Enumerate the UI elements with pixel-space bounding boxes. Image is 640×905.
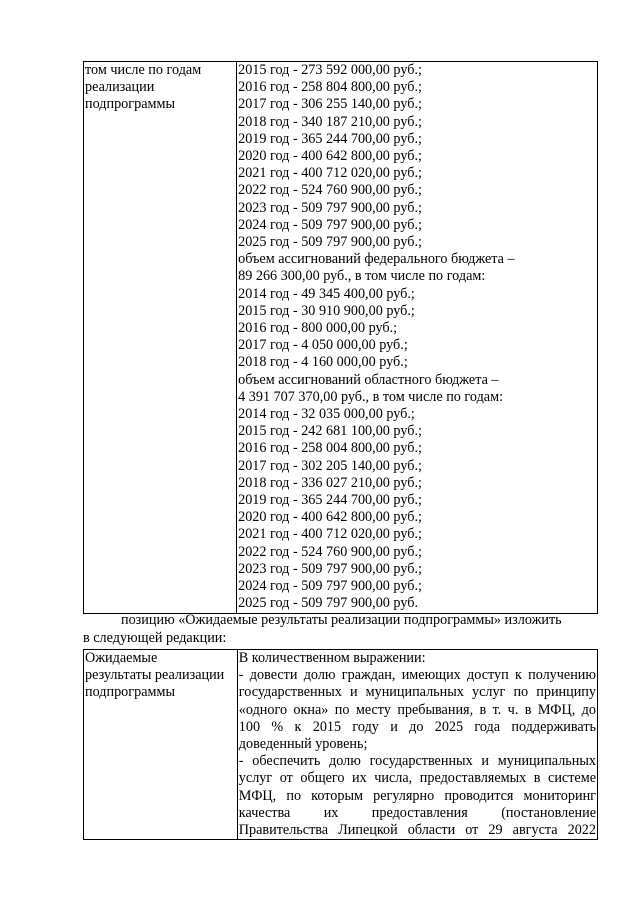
value-line: 2015 год - 273 592 000,00 руб.; (238, 62, 422, 78)
value-line: 2019 год - 365 244 700,00 руб.; (238, 492, 422, 509)
funding-label-cell (84, 62, 237, 614)
value-line: 2023 год - 509 797 900,00 руб.; (238, 560, 422, 577)
label-line: реализации (85, 79, 155, 96)
value-line: 2017 год - 4 050 000,00 руб.; (238, 337, 408, 354)
instruction-paragraph (83, 612, 598, 647)
text-line: качества их предоставления (постановление (238, 804, 596, 821)
text-line: - довести долю граждан, имеющих доступ к получению (238, 667, 596, 684)
label-line: том числе по годам (85, 62, 202, 78)
text-line: «одного окна» по месту пребывания, в т. ч. в МФЦ, до (238, 701, 596, 718)
text-line: Правительства Липецкой области от 29 августа 2022 (238, 822, 596, 839)
text-line: услуг от общего их числа, предоставляемых в системе (238, 770, 596, 787)
text-line: МФЦ, по которым регулярно проводится мониторинг (238, 787, 596, 804)
value-line: 89 266 300,00 руб., в том числе по годам: (238, 268, 486, 285)
text-line: В количественном выражении: (238, 650, 426, 666)
value-line: объем ассигнований федерального бюджета – (238, 251, 515, 268)
value-line: 2021 год - 400 712 020,00 руб.; (238, 165, 422, 182)
value-line: 2023 год - 509 797 900,00 руб.; (238, 199, 422, 216)
expected-results-table (83, 649, 598, 840)
value-line: 2025 год - 509 797 900,00 руб.; (238, 234, 422, 251)
label-line: подпрограммы (85, 684, 175, 701)
funding-table (83, 61, 598, 614)
value-line: 2025 год - 509 797 900,00 руб. (238, 595, 419, 612)
value-line: 2016 год - 258 804 800,00 руб.; (238, 79, 422, 96)
paragraph-line: в следующей редакции: (83, 629, 227, 646)
value-line: 2017 год - 306 255 140,00 руб.; (238, 96, 422, 113)
value-line: 2016 год - 258 004 800,00 руб.; (238, 440, 422, 457)
results-label-cell (84, 650, 238, 840)
value-line: 2016 год - 800 000,00 руб.; (238, 320, 398, 337)
table-row (84, 650, 598, 840)
label-line: подпрограммы (85, 96, 175, 113)
value-line: 2015 год - 30 910 900,00 руб.; (238, 302, 415, 319)
value-line: объем ассигнований областного бюджета – (238, 371, 499, 388)
value-line: 2021 год - 400 712 020,00 руб.; (238, 526, 422, 543)
label-line: Ожидаемые (85, 650, 158, 666)
value-line: 2018 год - 4 160 000,00 руб.; (238, 354, 408, 371)
label-line: результаты реализации (85, 667, 225, 684)
text-line: государственных и муниципальных услуг по принципу (238, 684, 596, 701)
value-line: 2024 год - 509 797 900,00 руб.; (238, 578, 422, 595)
table-row (84, 62, 598, 614)
funding-values-cell (237, 62, 598, 614)
value-line: 2022 год - 524 760 900,00 руб.; (238, 543, 422, 560)
text-line: - обеспечить долю государственных и муниципальных (238, 753, 596, 770)
value-line: 2019 год - 365 244 700,00 руб.; (238, 130, 422, 147)
value-line: 2017 год - 302 205 140,00 руб.; (238, 457, 422, 474)
value-line: 2020 год - 400 642 800,00 руб.; (238, 148, 422, 165)
value-line: 2014 год - 32 035 000,00 руб.; (238, 406, 415, 423)
value-line: 4 391 707 370,00 руб., в том числе по годам: (238, 388, 504, 405)
value-line: 2020 год - 400 642 800,00 руб.; (238, 509, 422, 526)
value-line: 2022 год - 524 760 900,00 руб.; (238, 182, 422, 199)
value-line: 2018 год - 336 027 210,00 руб.; (238, 474, 422, 491)
text-line: доведенный уровень; (238, 736, 368, 753)
value-line: 2015 год - 242 681 100,00 руб.; (238, 423, 422, 440)
text-line: 100 % к 2015 году и до 2025 года поддерживать (238, 718, 596, 735)
paragraph-line: позицию «Ожидаемые результаты реализации подпрограммы» изложить (121, 612, 562, 628)
value-line: 2018 год - 340 187 210,00 руб.; (238, 113, 422, 130)
value-line: 2024 год - 509 797 900,00 руб.; (238, 216, 422, 233)
value-line: 2014 год - 49 345 400,00 руб.; (238, 285, 415, 302)
results-text-cell (237, 650, 597, 840)
